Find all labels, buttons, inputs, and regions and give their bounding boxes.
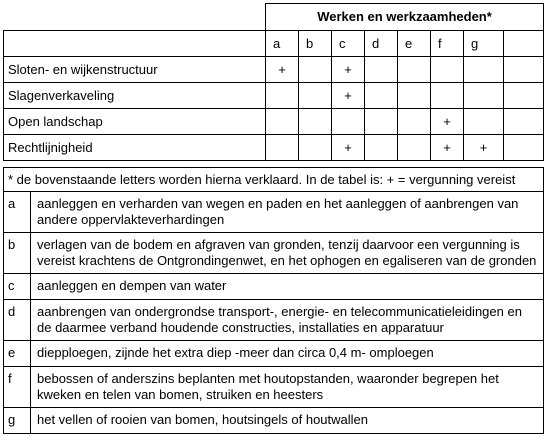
column-letter: f [431, 31, 464, 57]
matrix-cell: + [332, 83, 365, 109]
legend-item [4, 192, 544, 233]
column-letter: d [365, 31, 398, 57]
matrix-cell [504, 135, 544, 161]
legend-text: aanleggen en dempen van water [31, 274, 544, 300]
legend-text: bebossen of anderszins beplanten met houtopstanden, waaronder begrepen het kweken en telen van bomen, struiken en heesters [31, 367, 544, 408]
matrix-corner-cell [4, 4, 266, 31]
legend-text: diepploegen, zijnde het extra diep -meer dan circa 0,4 m- omploegen [31, 341, 544, 367]
column-letter: a [266, 31, 299, 57]
matrix-cell [398, 109, 431, 135]
legend-table [3, 167, 544, 434]
matrix-cell [398, 83, 431, 109]
matrix-row [4, 57, 544, 83]
row-label: Sloten- en wijkenstructuur [4, 57, 266, 83]
matrix-cell [299, 83, 332, 109]
legend-code: b [4, 233, 31, 274]
matrix-letter-row [4, 31, 544, 57]
legend-code: g [4, 408, 31, 434]
column-letter: c [332, 31, 365, 57]
matrix-cell [504, 109, 544, 135]
row-label: Rechtlijnigheid [4, 135, 266, 161]
matrix-cell: + [431, 109, 464, 135]
matrix-cell [299, 57, 332, 83]
matrix-cell [266, 83, 299, 109]
matrix-cell [365, 135, 398, 161]
matrix-cell: + [464, 135, 504, 161]
matrix-cell: + [332, 135, 365, 161]
column-letter: b [299, 31, 332, 57]
legend-text: aanbrengen van ondergrondse transport-, energie- en telecommunicatieleidingen en de daarmee verband houdende constructies, installaties en apparatuur [31, 300, 544, 341]
matrix-header: Werken en werkzaamheden* [266, 4, 544, 31]
legend-code: f [4, 367, 31, 408]
legend-code: d [4, 300, 31, 341]
matrix-cell [431, 57, 464, 83]
row-label: Slagenverkaveling [4, 83, 266, 109]
matrix-cell [464, 57, 504, 83]
matrix-cell [365, 57, 398, 83]
legend-code: a [4, 192, 31, 233]
matrix-header-row [4, 4, 544, 31]
legend-code: c [4, 274, 31, 300]
matrix-cell: + [431, 135, 464, 161]
matrix-row [4, 135, 544, 161]
legend-item [4, 300, 544, 341]
matrix-cell: + [332, 57, 365, 83]
matrix-cell [266, 109, 299, 135]
legend-note-row [4, 168, 544, 192]
matrix-cell [299, 109, 332, 135]
matrix-cell [365, 109, 398, 135]
matrix-row [4, 83, 544, 109]
matrix-cell [332, 109, 365, 135]
column-letter: g [464, 31, 504, 57]
works-matrix-table [3, 3, 544, 161]
legend-item [4, 367, 544, 408]
matrix-cell [504, 83, 544, 109]
matrix-cell [398, 135, 431, 161]
legend-item [4, 341, 544, 367]
matrix-cell [266, 135, 299, 161]
matrix-cell [299, 135, 332, 161]
row-label: Open landschap [4, 109, 266, 135]
legend-code: e [4, 341, 31, 367]
matrix-cell [464, 109, 504, 135]
legend-text: aanleggen en verharden van wegen en paden en het aanleggen of aanbrengen van andere oppervlakteverhardingen [31, 192, 544, 233]
matrix-cell [504, 57, 544, 83]
matrix-letter-corner [4, 31, 266, 57]
legend-item [4, 233, 544, 274]
legend-text: het vellen of rooien van bomen, houtsingels of houtwallen [31, 408, 544, 434]
column-letter: e [398, 31, 431, 57]
matrix-cell [398, 57, 431, 83]
legend-item [4, 408, 544, 434]
legend-text: verlagen van de bodem en afgraven van gronden, tenzij daarvoor een vergunning is vereist krachtens de Ontgrondingenwet, en het ophogen en egaliseren van de gronden [31, 233, 544, 274]
matrix-cell [365, 83, 398, 109]
legend-item [4, 274, 544, 300]
matrix-cell: + [266, 57, 299, 83]
column-letter [504, 31, 544, 57]
matrix-cell [431, 83, 464, 109]
legend-note: * de bovenstaande letters worden hierna verklaard. In de tabel is: + = vergunning vereist [4, 168, 544, 192]
matrix-row [4, 109, 544, 135]
matrix-cell [464, 83, 504, 109]
